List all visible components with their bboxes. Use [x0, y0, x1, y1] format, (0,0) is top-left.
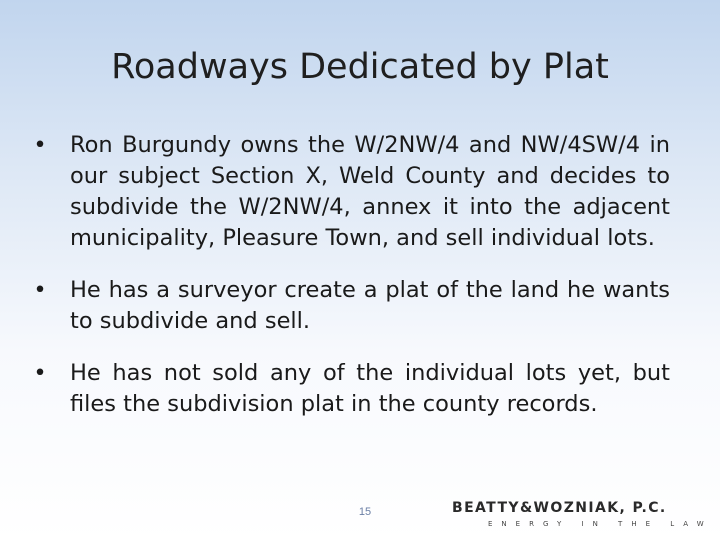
bullet-item: [30, 275, 670, 337]
logo-name: BEATTY&WOZNIAK, P.C.: [452, 500, 667, 516]
bullet-item: [30, 130, 670, 254]
bullet-text: He has not sold any of the individual lots yet, but files the subdivision plat in the county records.: [70, 360, 670, 417]
bullet-item: [30, 358, 670, 420]
bullet-dot-icon: •: [33, 360, 47, 386]
page-number: 15: [358, 506, 372, 518]
bullet-dot-icon: •: [33, 132, 47, 158]
bullet-dot-icon: •: [33, 277, 47, 303]
bullet-text: He has a surveyor create a plat of the land he wants to subdivide and sell.: [70, 277, 670, 334]
company-logo: [452, 500, 713, 532]
slide-title: Roadways Dedicated by Plat: [111, 47, 609, 87]
bullet-list: [30, 130, 670, 441]
bullet-text: Ron Burgundy owns the W/2NW/4 and NW/4SW/4 in our subject Section X, Weld County and decides to subdivide the W/2NW/4, annex it into the adjacent municipality, Pleasure Town, and sell individual lots.: [70, 132, 670, 251]
logo-tagline: ENERGY IN THE LAW: [488, 520, 713, 528]
